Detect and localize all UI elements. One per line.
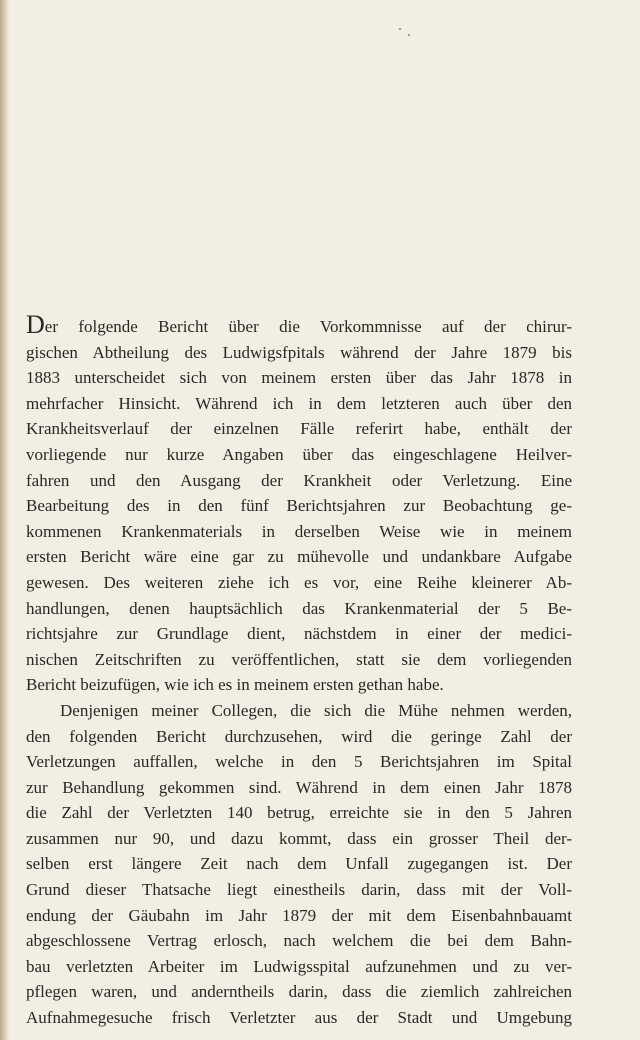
text-line: fahren und den Ausgang der Krankheit oder Verletzung. Eine: [26, 470, 572, 490]
text-line: nischen Zeitschriften zu veröffentlichen, statt sie dem vorliegenden: [26, 649, 572, 669]
paper-speck: [399, 28, 401, 30]
text-line: 1883 unterscheidet sich von meinem ersten über das Jahr 1878 in: [26, 368, 572, 388]
text-line: bau verletzten Arbeiter im Ludwigsspital aufzunehmen und zu ver-: [26, 956, 572, 976]
text-line: Bearbeitung des in den fünf Berichtsjahren zur Beobachtung ge-: [26, 496, 572, 516]
text-line: Bericht beizufügen, wie ich es in meinem ersten gethan habe.: [26, 675, 444, 695]
text-line: Verletzungen auffallen, welche in den 5 Berichtsjahren im Spital: [26, 752, 572, 772]
drop-capital: D: [26, 310, 45, 339]
text-line: [26, 310, 572, 340]
text-line: ersten Bericht wäre eine gar zu mühevolle und undankbare Aufgabe: [26, 547, 572, 567]
text-line: Denjenigen meiner Collegen, die sich die Mühe nehmen werden,: [60, 700, 572, 720]
body-text: [26, 310, 572, 1031]
text-line: mehrfacher Hinsicht. Während ich in dem letzteren auch über den: [26, 393, 572, 413]
binding-edge: [0, 0, 9, 1040]
text-line: gewesen. Des weiteren ziehe ich es vor, eine Reihe kleinerer Ab-: [26, 572, 572, 592]
text-line: zusammen nur 90, und dazu kommt, dass ein grosser Theil der-: [26, 828, 572, 848]
text-line: Krankheitsverlauf der einzelnen Fälle referirt habe, enthält der: [26, 419, 572, 439]
text-line: selben erst längere Zeit nach dem Unfall zugegangen ist. Der: [26, 854, 572, 874]
text-line: vorliegende nur kurze Angaben über das eingeschlagene Heilver-: [26, 444, 572, 464]
paper-speck: [408, 34, 410, 36]
text-line: abgeschlossene Vertrag erlosch, nach welchem die bei dem Bahn-: [26, 931, 572, 951]
text-line: pflegen waren, und anderntheils darin, dass die ziemlich zahlreichen: [26, 982, 572, 1002]
text-line: handlungen, denen hauptsächlich das Krankenmaterial der 5 Be-: [26, 598, 572, 618]
text-line: endung der Gäubahn im Jahr 1879 der mit dem Eisenbahnbauamt: [26, 905, 572, 925]
text-line: zur Behandlung gekommen sind. Während in dem einen Jahr 1878: [26, 777, 572, 797]
text-line: den folgenden Bericht durchzusehen, wird die geringe Zahl der: [26, 726, 572, 746]
text-line: gischen Abtheilung des Ludwigsfpitals während der Jahre 1879 bis: [26, 342, 572, 362]
text-line: richtsjahre zur Grundlage dient, nächstdem in einer der medici-: [26, 624, 572, 644]
text-line-rest: er folgende Bericht über die Vorkommnisse auf der chirur-: [44, 317, 572, 336]
text-line: Aufnahmegesuche frisch Verletzter aus der Stadt und Umgebung: [26, 1008, 572, 1028]
text-line: die Zahl der Verletzten 140 betrug, erreichte sie in den 5 Jahren: [26, 803, 572, 823]
text-line: Grund dieser Thatsache liegt einestheils darin, dass mit der Voll-: [26, 880, 572, 900]
text-line: kommenen Krankenmaterials in derselben Weise wie in meinem: [26, 521, 572, 541]
